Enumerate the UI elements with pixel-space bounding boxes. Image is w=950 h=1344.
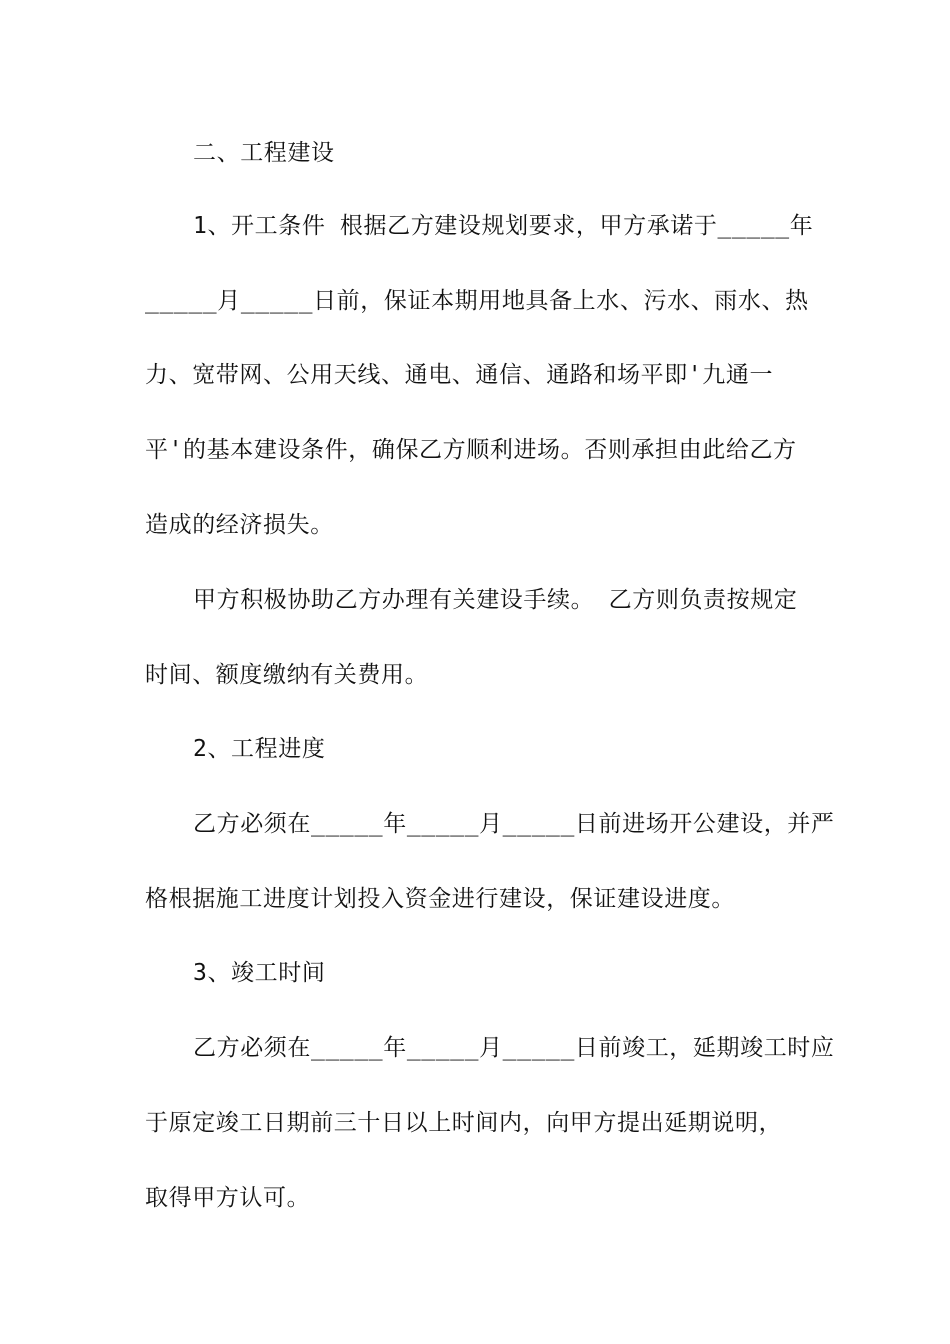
paragraph-line: 时间、额度缴纳有关费用。 bbox=[145, 662, 429, 688]
paragraph-line: 力、宽带网、公用天线、通电、通信、通路和场平即'九通一 bbox=[145, 362, 774, 388]
paragraph-line: 1、开工条件 根据乙方建设规划要求，甲方承诺于_____年 bbox=[193, 213, 814, 239]
paragraph-line: 乙方必须在_____年_____月_____日前竣工，延期竣工时应 bbox=[193, 1035, 835, 1061]
paragraph-line: 甲方积极协助乙方办理有关建设手续。 乙方则负责按规定 bbox=[193, 587, 798, 613]
subsection-heading: 2、工程进度 bbox=[193, 736, 326, 762]
paragraph-line: 格根据施工进度计划投入资金进行建设，保证建设进度。 bbox=[145, 886, 735, 912]
paragraph-line: 取得甲方认可。 bbox=[145, 1185, 311, 1211]
paragraph-line: 乙方必须在_____年_____月_____日前进场开公建设，并严 bbox=[193, 811, 835, 837]
paragraph-line: _____月_____日前，保证本期用地具备上水、污水、雨水、热 bbox=[145, 288, 809, 314]
paragraph-line: 造成的经济损失。 bbox=[145, 512, 334, 538]
paragraph-line: 平'的基本建设条件，确保乙方顺利进场。否则承担由此给乙方 bbox=[145, 437, 797, 463]
section-heading: 二、工程建设 bbox=[193, 140, 335, 166]
subsection-heading: 3、竣工时间 bbox=[193, 960, 326, 986]
paragraph-line: 于原定竣工日期前三十日以上时间内，向甲方提出延期说明， bbox=[145, 1110, 783, 1136]
